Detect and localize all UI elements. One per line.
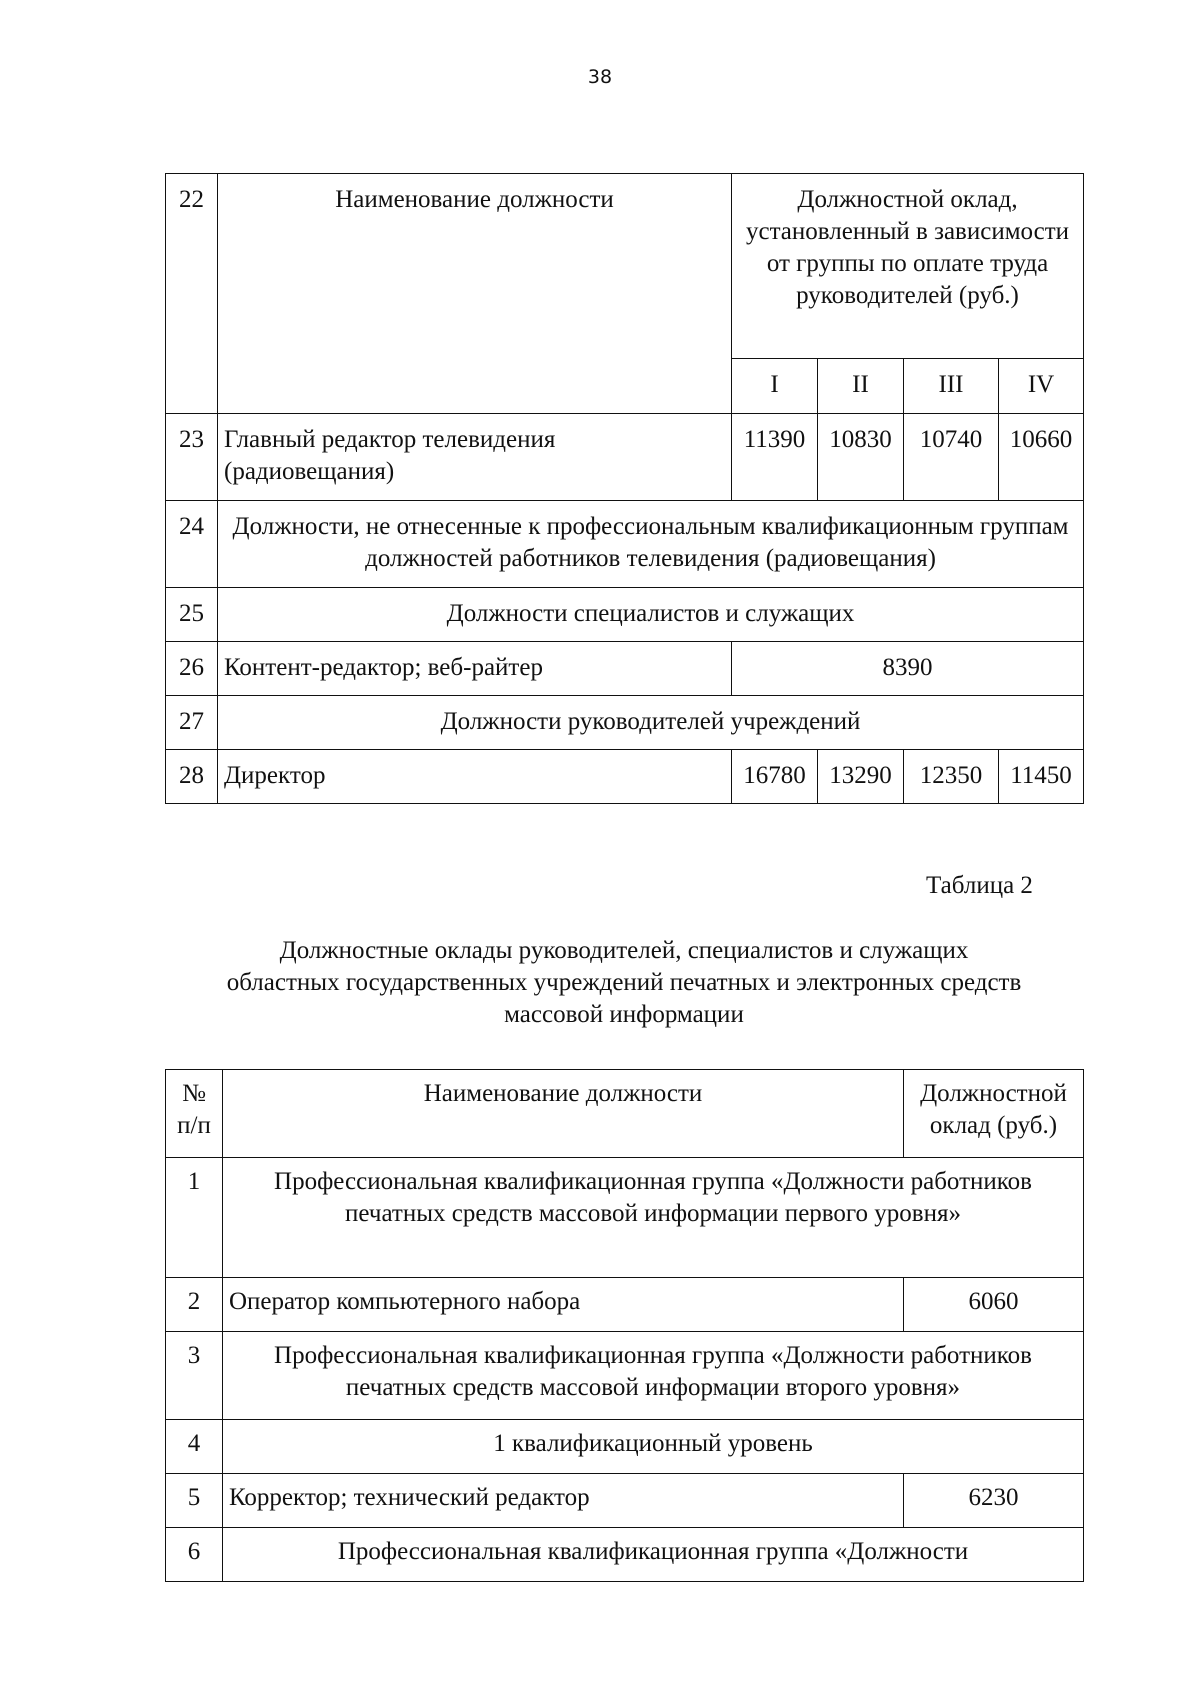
salary-value: 11450 bbox=[999, 750, 1084, 804]
group-header-1: I bbox=[732, 359, 818, 414]
section-heading: Должности специалистов и служащих bbox=[218, 588, 1084, 642]
table-header-row bbox=[166, 174, 1084, 359]
column-header-name: Наименование должности bbox=[218, 174, 732, 414]
table-section-row bbox=[166, 1528, 1084, 1582]
position-name: Оператор компьютерного набора bbox=[223, 1278, 904, 1332]
table-section-row bbox=[166, 1332, 1084, 1420]
row-number: 2 bbox=[166, 1278, 223, 1332]
table-row bbox=[166, 414, 1084, 501]
salary-table-tv bbox=[165, 173, 1084, 804]
column-header-number: № п/п bbox=[166, 1070, 223, 1158]
section-heading: Профессиональная квалификационная группа «Должности работников печатных средств массовой информации первого уровня» bbox=[223, 1158, 1084, 1278]
section-heading: 1 квалификационный уровень bbox=[223, 1420, 1084, 1474]
salary-table-media bbox=[165, 1069, 1084, 1582]
row-number: 28 bbox=[166, 750, 218, 804]
row-number: 24 bbox=[166, 501, 218, 588]
table-title-line: массовой информации bbox=[504, 1001, 744, 1028]
table-section-row bbox=[166, 1158, 1084, 1278]
salary-value: 13290 bbox=[818, 750, 904, 804]
row-number: 5 bbox=[166, 1474, 223, 1528]
salary-value: 10830 bbox=[818, 414, 904, 501]
row-number: 27 bbox=[166, 696, 218, 750]
position-name: Корректор; технический редактор bbox=[223, 1474, 904, 1528]
page-number: 38 bbox=[587, 66, 613, 88]
salary-value: 6060 bbox=[904, 1278, 1084, 1332]
row-number: 1 bbox=[166, 1158, 223, 1278]
section-heading: Профессиональная квалификационная группа «Должности bbox=[223, 1528, 1084, 1582]
group-header-2: II bbox=[818, 359, 904, 414]
group-header-4: IV bbox=[999, 359, 1084, 414]
row-number: 23 bbox=[166, 414, 218, 501]
row-number: 25 bbox=[166, 588, 218, 642]
column-header-salary: Должностной оклад, установленный в зависимости от группы по оплате труда руководителей (руб.) bbox=[732, 174, 1084, 359]
row-number: 26 bbox=[166, 642, 218, 696]
table-title-line: Должностные оклады руководителей, специалистов и служащих bbox=[279, 937, 969, 964]
section-heading: Профессиональная квалификационная группа «Должности работников печатных средств массовой информации второго уровня» bbox=[223, 1332, 1084, 1420]
table-row bbox=[166, 750, 1084, 804]
column-header-salary: Должностной оклад (руб.) bbox=[904, 1070, 1084, 1158]
table-row bbox=[166, 642, 1084, 696]
table-section-row bbox=[166, 1420, 1084, 1474]
table-title-line: областных государственных учреждений печатных и электронных средств bbox=[226, 969, 1022, 996]
table-header-row bbox=[166, 1070, 1084, 1158]
row-number: 6 bbox=[166, 1528, 223, 1582]
column-header-name: Наименование должности bbox=[223, 1070, 904, 1158]
table-title bbox=[165, 935, 1083, 1031]
position-name: Главный редактор телевидения (радиовещания) bbox=[218, 414, 732, 501]
section-heading: Должности, не отнесенные к профессиональным квалификационным группам должностей работников телевидения (радиовещания) bbox=[218, 501, 1084, 588]
group-header-3: III bbox=[904, 359, 999, 414]
table-section-row bbox=[166, 501, 1084, 588]
row-number: 4 bbox=[166, 1420, 223, 1474]
table-section-row bbox=[166, 696, 1084, 750]
salary-value: 11390 bbox=[732, 414, 818, 501]
salary-value: 8390 bbox=[732, 642, 1084, 696]
section-heading: Должности руководителей учреждений bbox=[218, 696, 1084, 750]
table-section-row bbox=[166, 588, 1084, 642]
salary-value: 6230 bbox=[904, 1474, 1084, 1528]
position-name: Контент-редактор; веб-райтер bbox=[218, 642, 732, 696]
salary-value: 16780 bbox=[732, 750, 818, 804]
table-caption: Таблица 2 bbox=[926, 872, 1033, 899]
row-number: 22 bbox=[166, 174, 218, 414]
salary-value: 10660 bbox=[999, 414, 1084, 501]
position-name: Директор bbox=[218, 750, 732, 804]
salary-value: 10740 bbox=[904, 414, 999, 501]
table-row bbox=[166, 1278, 1084, 1332]
row-number: 3 bbox=[166, 1332, 223, 1420]
table-row bbox=[166, 1474, 1084, 1528]
salary-value: 12350 bbox=[904, 750, 999, 804]
